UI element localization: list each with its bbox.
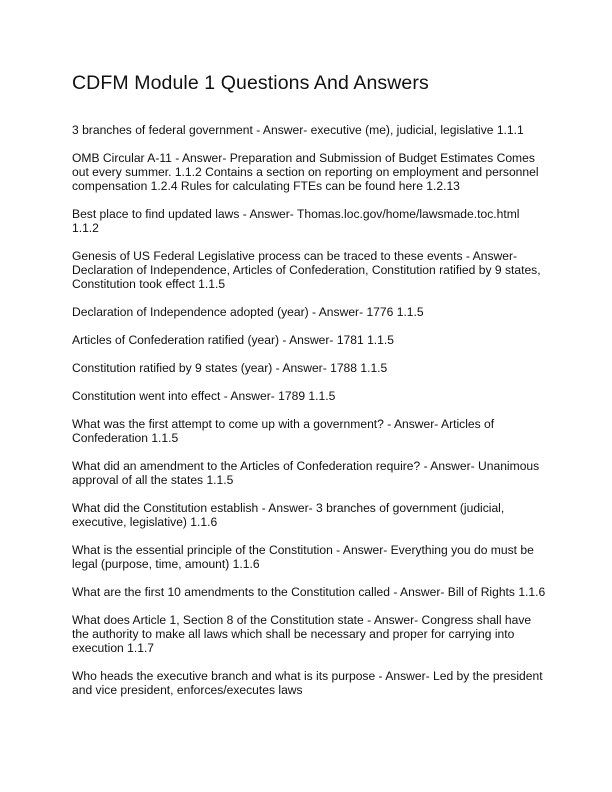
qa-item: What does Article 1, Section 8 of the Constitution state - Answer- Congress shall have the authority to make all laws which shall be necessary and proper for carrying into execution 1.1.7 xyxy=(72,613,532,655)
qa-item: Who heads the executive branch and what is its purpose - Answer- Led by the president and vice president, enforces/executes laws xyxy=(72,669,543,697)
qa-item: What was the first attempt to come up with a government? - Answer- Articles of Confederation 1.1.5 xyxy=(72,417,495,445)
qa-item: Declaration of Independence adopted (year) - Answer- 1776 1.1.5 xyxy=(72,305,424,319)
qa-item: Best place to find updated laws - Answer- Thomas.loc.gov/home/lawsmade.toc.html 1.1.2 xyxy=(72,207,520,235)
qa-item: Genesis of US Federal Legislative process can be traced to these events - Answer- Declaration of Independence, Articles of Confederation, Constitution ratified by 9 states, Constitution took effect 1.1.5 xyxy=(72,249,541,291)
qa-item: Articles of Confederation ratified (year) - Answer- 1781 1.1.5 xyxy=(72,333,394,347)
qa-item: 3 branches of federal government - Answer- executive (me), judicial, legislative 1.1.1 xyxy=(72,123,524,137)
qa-item: What did the Constitution establish - Answer- 3 branches of government (judicial, executive, legislative) 1.1.6 xyxy=(72,501,505,529)
page-title: CDFM Module 1 Questions And Answers xyxy=(72,72,429,94)
qa-item: Constitution went into effect - Answer- 1789 1.1.5 xyxy=(72,389,336,403)
qa-item: Constitution ratified by 9 states (year) - Answer- 1788 1.1.5 xyxy=(72,361,388,375)
qa-item: OMB Circular A-11 - Answer- Preparation and Submission of Budget Estimates Comes out every summer. 1.1.2 Contains a section on reporting on employment and personnel compensation 1.2.4 Rules for calculating FTEs can be found here 1.2.13 xyxy=(72,151,539,193)
qa-item: What did an amendment to the Articles of Confederation require? - Answer- Unanimous approval of all the states 1.1.5 xyxy=(72,459,540,487)
qa-item: What is the essential principle of the Constitution - Answer- Everything you do must be legal (purpose, time, amount) 1.1.6 xyxy=(72,543,534,571)
qa-item: What are the first 10 amendments to the Constitution called - Answer- Bill of Rights 1.1.6 xyxy=(72,585,546,599)
